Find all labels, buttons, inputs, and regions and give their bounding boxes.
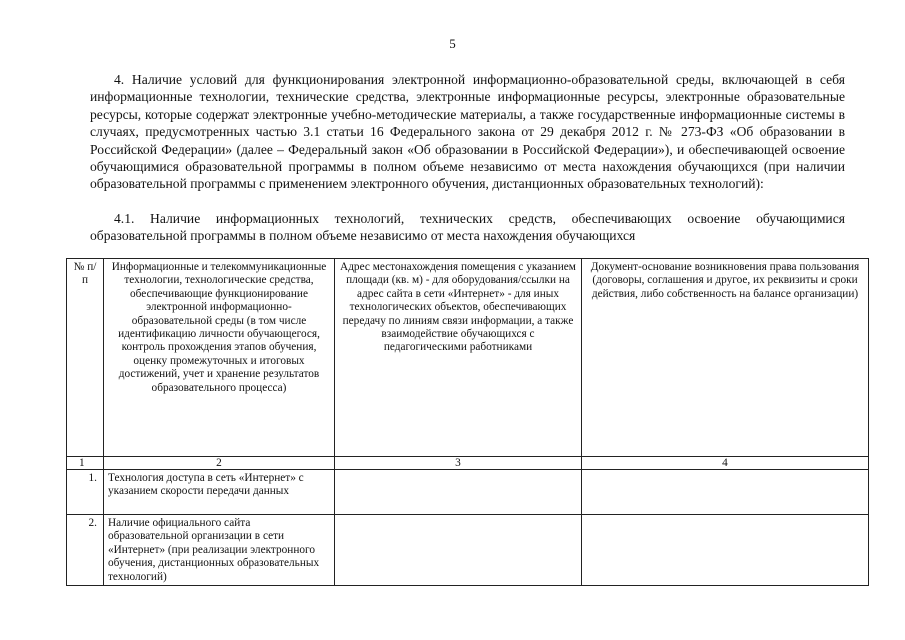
column-number-3: 3 bbox=[335, 457, 582, 470]
page-number: 5 bbox=[449, 36, 456, 51]
header-address: Адрес местонахождения помещения с указанием площади (кв. м) - для оборудования/ссылки на адрес сайта в сети «Интернет» - для иных технологических объектов, обеспечивающих передачу по линиям связи информации, а также взаимодействие обучающихся с педагогическими работниками bbox=[335, 259, 582, 457]
row-technology: Технология доступа в сеть «Интернет» с указанием скорости передачи данных bbox=[104, 470, 335, 515]
table-header-row bbox=[67, 259, 869, 457]
header-technologies: Информационные и телекоммуникационные технологии, технологические средства, обеспечивающие функционирование электронной информационно-образовательной среды (в том числе идентификацию личности обучающегося, контроль прохождения этапов обучения, оценку промежуточных и итоговых достижений, учет и хранение результатов образовательного процесса) bbox=[104, 259, 335, 457]
resources-table bbox=[66, 258, 869, 586]
row-document bbox=[582, 470, 869, 515]
table-row bbox=[67, 470, 869, 515]
paragraph-section-4: 4. Наличие условий для функционирования электронной информационно-образовательной среды, включающей в себя информационные технологии, технические средства, электронные информационные ресурсы, электронные образовательные ресурсы, которые содержат электронные учебно-методические материалы, а также государственные информационные системы в случаях, предусмотренных частью 3.1 статьи 16 Федерального закона от 29 декабря 2012 г. № 273-ФЗ «Об образовании в Российской Федерации» (далее – Федеральный закон «Об образовании в Российской Федерации»), и обеспечивающей освоение обучающимися образовательной программы в полном объеме независимо от места нахождения обучающихся (при наличии образовательной программы с применением электронного обучения, дистанционных образовательных технологий): bbox=[90, 72, 845, 192]
row-document bbox=[582, 515, 869, 586]
column-number-2: 2 bbox=[104, 457, 335, 470]
column-number-4: 4 bbox=[582, 457, 869, 470]
header-number: № п/п bbox=[67, 259, 104, 457]
header-document: Документ-основание возникновения права пользования (договоры, соглашения и другое, их реквизиты и сроки действия, либо собственность на балансе организации) bbox=[582, 259, 869, 457]
row-number: 2. bbox=[67, 515, 104, 586]
row-address bbox=[335, 470, 582, 515]
paragraph-section-4-1: 4.1. Наличие информационных технологий, технических средств, обеспечивающих освоение обучающимися образовательной программы в полном объеме независимо от места нахождения обучающихся bbox=[90, 211, 845, 244]
column-number-row bbox=[67, 457, 869, 470]
row-address bbox=[335, 515, 582, 586]
row-technology-cell bbox=[104, 515, 335, 586]
row-number: 1. bbox=[67, 470, 104, 515]
column-number-1: 1 bbox=[67, 457, 104, 470]
table-row bbox=[67, 515, 869, 586]
row-technology: Наличие официального сайта образовательной организации в сети «Интернет» (при реализации электронного обучения, дистанционных образовательных технологий) bbox=[108, 517, 320, 583]
